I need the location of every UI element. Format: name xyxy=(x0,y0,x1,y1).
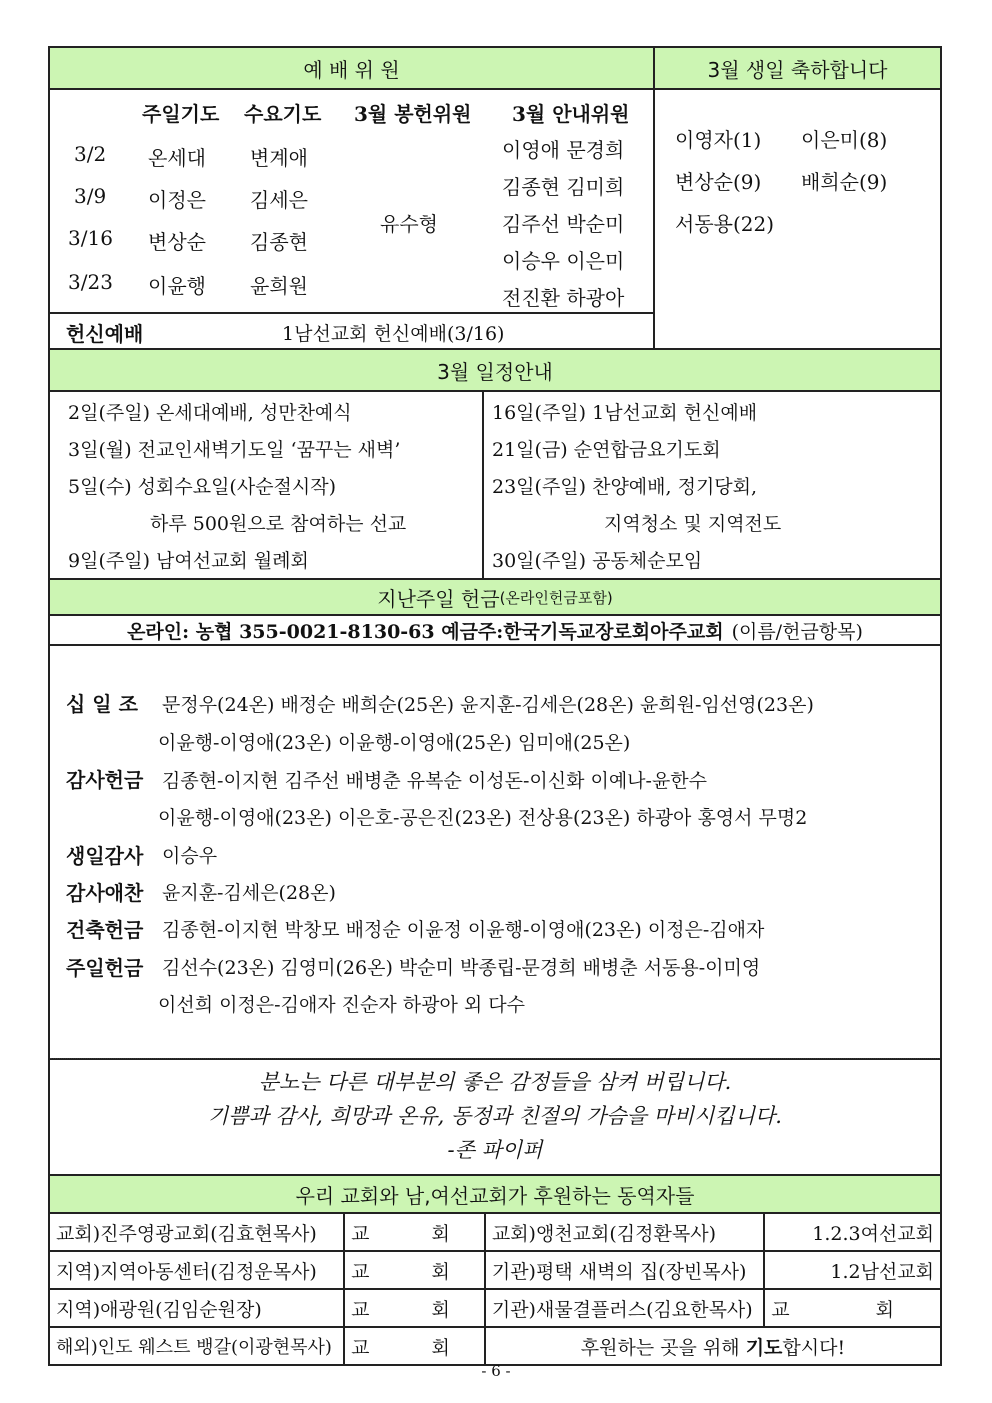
guide-pair: 김주선 박순미 xyxy=(502,212,625,236)
dedication-text: 1남선교회 헌신예배(3/16) xyxy=(282,323,505,345)
schedule-header-text: 3월 일정안내 xyxy=(437,359,553,384)
schedule-item: 3일(월) 전교인새벽기도일 ‘꿈꾸는 새벽’ xyxy=(68,439,401,461)
online-account-note: (이름/헌금항목) xyxy=(731,620,863,643)
worship-header-text: 예 배 위 원 xyxy=(303,57,400,82)
offering-header xyxy=(48,578,942,616)
offering-line: 김선수(23온) 김영미(26온) 박순미 박종립-문경희 배병춘 서동용-이미영 xyxy=(162,957,761,979)
offering-header-text: 지난주일 헌금 xyxy=(377,586,500,611)
wednesday-prayer-name: 김종현 xyxy=(250,230,308,254)
supporters-table xyxy=(48,1212,942,1366)
quote-line: 기쁨과 감사, 희망과 온유, 동정과 친절의 가슴을 마비시킵니다. xyxy=(208,1104,782,1128)
supporter-sponsor: 교 회 xyxy=(344,1213,485,1251)
schedule-item: 2일(주일) 온세대예배, 성만찬예식 xyxy=(68,402,352,424)
schedule-item: 21일(금) 순연합금요기도회 xyxy=(492,439,721,461)
supporter-name: 교회)앵천교회(김정환목사) xyxy=(485,1213,764,1251)
worship-date: 3/16 xyxy=(68,226,113,250)
supporter-name: 지역)지역아동센터(김정운목사) xyxy=(49,1251,344,1289)
schedule-item: 5일(수) 성회수요일(사순절시작) xyxy=(68,476,337,498)
dedication-label: 헌신예배 xyxy=(66,322,144,346)
birthday-name: 이은미(8) xyxy=(801,128,888,152)
supporter-sponsor: 1.2남선교회 xyxy=(764,1251,941,1289)
birthday-name: 배희순(9) xyxy=(801,170,888,194)
col-sunday-prayer: 주일기도 xyxy=(142,102,220,126)
supporter-sponsor: 교 회 xyxy=(344,1289,485,1327)
schedule-box xyxy=(48,390,942,580)
schedule-item: 9일(주일) 남여선교회 월례회 xyxy=(68,550,309,572)
supporter-name: 지역)애광원(김임순원장) xyxy=(49,1289,344,1327)
divider xyxy=(50,312,653,314)
birthday-name: 서동용(22) xyxy=(675,212,775,236)
col-guide-committee: 3월 안내위원 xyxy=(512,102,630,126)
guide-pair: 전진환 하광아 xyxy=(502,286,625,310)
sunday-prayer-name: 변상순 xyxy=(148,230,206,254)
schedule-item: 하루 500원으로 참여하는 선교 xyxy=(150,513,407,535)
supporter-sponsor: 교 회 xyxy=(344,1327,485,1365)
supporter-sponsor: 1.2.3여선교회 xyxy=(764,1213,941,1251)
sunday-prayer-name: 이정은 xyxy=(148,188,206,212)
supporter-name: 해외)인도 웨스트 뱅갈(이광현목사) xyxy=(49,1327,344,1365)
birthday-name: 이영자(1) xyxy=(675,128,762,152)
sunday-prayer-name: 이윤행 xyxy=(148,274,206,298)
col-offering-committee: 3월 봉헌위원 xyxy=(354,102,472,126)
schedule-item: 23일(주일) 찬양예배, 정기당회, xyxy=(492,476,758,498)
worship-date: 3/9 xyxy=(74,184,107,208)
table-row xyxy=(49,1213,941,1251)
schedule-item: 16일(주일) 1남선교회 헌신예배 xyxy=(492,402,758,424)
worship-box xyxy=(48,88,655,350)
quote-box xyxy=(48,1058,942,1176)
table-row xyxy=(49,1289,941,1327)
schedule-item: 30일(주일) 공동체순모임 xyxy=(492,550,703,572)
offering-member: 유수형 xyxy=(380,212,438,236)
quote-author: -존 파이퍼 xyxy=(447,1138,543,1162)
wednesday-prayer-name: 김세은 xyxy=(250,188,308,212)
worship-date: 3/23 xyxy=(68,270,113,294)
prayer-text-pre: 후원하는 곳을 위해 xyxy=(580,1336,746,1359)
wednesday-prayer-name: 변계애 xyxy=(250,146,308,170)
offering-label-tithe: 십 일 조 xyxy=(66,692,138,716)
birthday-header xyxy=(653,46,942,90)
worship-header xyxy=(48,46,655,90)
offering-label-sunday: 주일헌금 xyxy=(66,956,144,980)
supporters-header xyxy=(48,1174,942,1214)
quote-line: 분노는 다른 대부분의 좋은 감정들을 삼켜 버립니다. xyxy=(258,1070,732,1094)
supporter-sponsor: 교 회 xyxy=(764,1289,941,1327)
schedule-divider xyxy=(482,392,484,578)
offering-label-building: 건축헌금 xyxy=(66,918,144,942)
online-account-info: 온라인: 농협 355-0021-8130-63 예금주:한국기독교장로회아주교회 xyxy=(127,620,724,643)
page-number: - 6 - xyxy=(481,1362,511,1380)
offering-line: 이선희 이정은-김애자 진순자 하광아 외 다수 xyxy=(158,994,525,1016)
sunday-prayer-name: 온세대 xyxy=(148,146,206,170)
schedule-header xyxy=(48,348,942,392)
prayer-request xyxy=(485,1327,941,1365)
offering-line: 이윤행-이영애(23온) 이은호-공은진(23온) 전상용(23온) 하광아 홍영서 무명2 xyxy=(158,807,808,829)
offering-list-box xyxy=(48,644,942,1060)
birthday-header-text: 3월 생일 축하합니다 xyxy=(707,57,888,82)
birthday-name: 변상순(9) xyxy=(675,170,762,194)
table-row xyxy=(49,1327,941,1365)
offering-label-meal: 감사애찬 xyxy=(66,881,144,905)
offering-line: 김종현-이지현 김주선 배병춘 유복순 이성돈-이신화 이예나-윤한수 xyxy=(162,770,708,792)
table-row xyxy=(49,1251,941,1289)
prayer-text-bold: 기도 xyxy=(745,1336,783,1359)
schedule-item: 지역청소 및 지역전도 xyxy=(604,513,782,535)
supporter-name: 기관)평택 새벽의 집(장빈목사) xyxy=(485,1251,764,1289)
col-wednesday-prayer: 수요기도 xyxy=(244,102,322,126)
offering-header-sub: (온라인헌금포함) xyxy=(499,588,613,607)
wednesday-prayer-name: 윤희원 xyxy=(250,274,308,298)
offering-line: 김종현-이지현 박창모 배정순 이윤정 이윤행-이영애(23온) 이정은-김애자 xyxy=(162,919,765,941)
supporters-header-text: 우리 교회와 남,여선교회가 후원하는 동역자들 xyxy=(295,1183,695,1208)
supporter-sponsor: 교 회 xyxy=(344,1251,485,1289)
guide-pair: 이승우 이은미 xyxy=(502,249,625,273)
offering-label-birthday: 생일감사 xyxy=(66,844,144,868)
supporter-name: 기관)새물결플러스(김요한목사) xyxy=(485,1289,764,1327)
offering-line: 이윤행-이영애(23온) 이윤행-이영애(25온) 임미애(25온) xyxy=(158,732,631,754)
guide-pair: 이영애 문경희 xyxy=(502,138,625,162)
guide-pair: 김종현 김미희 xyxy=(502,175,625,199)
online-account-row xyxy=(48,614,942,646)
offering-line: 문정우(24온) 배정순 배희순(25온) 윤지훈-김세은(28온) 윤희원-임선영(23온) xyxy=(162,694,814,716)
offering-line: 윤지훈-김세은(28온) xyxy=(162,882,336,904)
worship-date: 3/2 xyxy=(74,142,107,166)
offering-label-thanks: 감사헌금 xyxy=(66,768,144,792)
offering-line: 이승우 xyxy=(162,845,218,867)
supporter-name: 교회)진주영광교회(김효현목사) xyxy=(49,1213,344,1251)
prayer-text-post: 합시다! xyxy=(782,1336,846,1359)
birthday-box xyxy=(653,88,942,350)
